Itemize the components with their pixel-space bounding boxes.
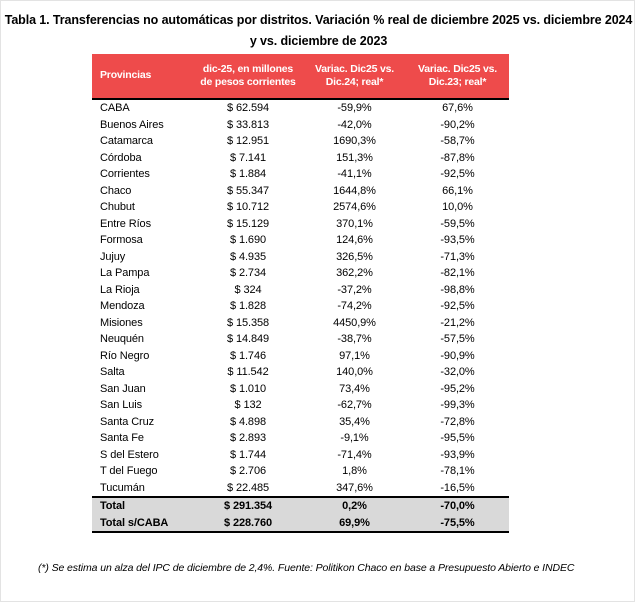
province-cell: S del Estero bbox=[100, 448, 159, 461]
table-header-row bbox=[92, 54, 509, 99]
total-row bbox=[92, 497, 509, 515]
province-cell: Buenos Aires bbox=[100, 118, 164, 131]
table-row bbox=[92, 430, 509, 447]
table-row bbox=[92, 150, 509, 167]
var-dic23-cell: -78,1% bbox=[440, 465, 475, 477]
amount-cell: $ 1.010 bbox=[229, 382, 266, 395]
amount-cell: $ 2.893 bbox=[229, 432, 266, 444]
amount-cell: $ 1.746 bbox=[229, 349, 266, 362]
province-cell: CABA bbox=[100, 102, 130, 114]
var-dic24-cell: -42,0% bbox=[337, 118, 372, 131]
province-cell: T del Fuego bbox=[100, 465, 158, 477]
amount-cell: $ 1.884 bbox=[229, 168, 266, 180]
province-cell: Entre Ríos bbox=[100, 217, 151, 230]
var-dic24-cell: 97,1% bbox=[339, 349, 370, 362]
var-dic24-cell: 1690,3% bbox=[333, 135, 376, 147]
var-dic23-cell: -95,5% bbox=[440, 432, 475, 444]
var-dic24-cell: -62,7% bbox=[337, 399, 372, 411]
var-dic24-cell: 362,2% bbox=[336, 267, 373, 279]
amount-cell: $ 324 bbox=[234, 283, 262, 296]
page-title bbox=[1, 10, 635, 52]
table-row bbox=[92, 364, 509, 381]
amount-cell: $ 2.706 bbox=[229, 465, 266, 477]
province-cell: Tucumán bbox=[100, 481, 145, 494]
var-dic24-cell: 73,4% bbox=[339, 382, 370, 395]
var-dic23-cell: -87,8% bbox=[440, 151, 475, 164]
amount-cell: $ 12.951 bbox=[226, 135, 270, 147]
column-header-var-dic24 bbox=[303, 54, 406, 99]
province-cell: Jujuy bbox=[100, 250, 126, 263]
amount-cell: $ 11.542 bbox=[227, 366, 269, 378]
var-dic24-cell: -41,1% bbox=[337, 168, 372, 180]
var-dic24-cell: 151,3% bbox=[336, 151, 373, 164]
amount-cell: $ 4.935 bbox=[229, 250, 266, 263]
amount-cell: $ 291.354 bbox=[193, 497, 303, 515]
table-row bbox=[92, 447, 509, 464]
var-dic23-cell: 67,6% bbox=[442, 102, 473, 114]
footnote: (*) Se estima un alza del IPC de diciembre de 2,4%. Fuente: Politikon Chaco en base a Presupuesto Abierto e INDEC bbox=[38, 562, 575, 574]
var-dic23-cell: -70,0% bbox=[406, 497, 509, 515]
var-dic23-cell: -90,9% bbox=[440, 349, 475, 362]
table-row bbox=[92, 348, 509, 365]
var-dic24-cell: 2574,6% bbox=[333, 201, 376, 213]
var-dic24-cell: -71,4% bbox=[337, 448, 372, 461]
var-dic23-cell: -93,5% bbox=[440, 234, 475, 246]
table-row bbox=[92, 183, 509, 200]
amount-cell: $ 15.358 bbox=[226, 316, 270, 329]
var-dic23-cell: -21,2% bbox=[440, 316, 475, 329]
var-dic24-cell: 370,1% bbox=[336, 217, 373, 230]
province-cell: San Juan bbox=[100, 382, 146, 395]
table-row bbox=[92, 216, 509, 233]
province-cell: Neuquén bbox=[100, 333, 144, 345]
amount-cell: $ 132 bbox=[234, 399, 262, 411]
table-row bbox=[92, 232, 509, 249]
var-dic23-cell: -98,8% bbox=[440, 283, 475, 296]
table-row bbox=[92, 282, 509, 299]
amount-cell: $ 33.813 bbox=[226, 118, 270, 131]
var-dic24-cell: 124,6% bbox=[336, 234, 373, 246]
var-dic24-cell: 326,5% bbox=[336, 250, 373, 263]
table-row bbox=[92, 166, 509, 183]
var-dic23-cell: -57,5% bbox=[440, 333, 475, 345]
province-cell: San Luis bbox=[100, 399, 143, 411]
var-dic24-cell: 69,9% bbox=[303, 515, 406, 533]
var-dic24-cell: -9,1% bbox=[340, 432, 369, 444]
table-row bbox=[92, 249, 509, 266]
table-row bbox=[92, 117, 509, 134]
var-dic24-cell: 35,4% bbox=[339, 415, 370, 428]
province-cell: Catamarca bbox=[100, 135, 153, 147]
amount-cell: $ 4.898 bbox=[229, 415, 266, 428]
amount-cell: $ 14.849 bbox=[226, 333, 270, 345]
province-cell: Corrientes bbox=[100, 168, 150, 180]
var-dic23-cell: -72,8% bbox=[440, 415, 475, 428]
province-cell: Santa Cruz bbox=[100, 415, 155, 428]
table-row bbox=[92, 381, 509, 398]
amount-cell: $ 10.712 bbox=[226, 201, 270, 213]
province-cell: Córdoba bbox=[100, 151, 142, 164]
title-line-2: y vs. diciembre de 2023 bbox=[249, 34, 388, 48]
column-header-dic25 bbox=[193, 54, 303, 99]
var-dic23-cell: -75,5% bbox=[406, 515, 509, 533]
table-row bbox=[92, 315, 509, 332]
title-line-1: Tabla 1. Transferencias no automáticas por distritos. Variación % real de diciembre 2025 vs. diciembre 2024 bbox=[4, 13, 633, 27]
table-row bbox=[92, 298, 509, 315]
var-dic24-cell: 1,8% bbox=[342, 465, 367, 477]
province-cell: Misiones bbox=[100, 316, 143, 329]
column-header-var-dic23 bbox=[406, 54, 509, 99]
province-cell: Santa Fe bbox=[100, 432, 144, 444]
var-dic24-cell: -74,2% bbox=[337, 300, 372, 312]
var-dic23-cell: 66,1% bbox=[442, 184, 473, 197]
amount-cell: $ 7.141 bbox=[229, 151, 266, 164]
var-dic24-cell: 0,2% bbox=[303, 497, 406, 515]
amount-cell: $ 2.734 bbox=[229, 267, 266, 279]
column-header-var-dic23-label: Variac. Dic25 vs. Dic.23; real* bbox=[418, 62, 497, 88]
province-cell: Total bbox=[92, 497, 193, 515]
amount-cell: $ 22.485 bbox=[226, 481, 270, 494]
var-dic24-cell: 4450,9% bbox=[333, 316, 376, 329]
var-dic24-cell: -38,7% bbox=[337, 333, 372, 345]
var-dic23-cell: -90,2% bbox=[440, 118, 475, 131]
var-dic23-cell: -99,3% bbox=[440, 399, 475, 411]
var-dic23-cell: -58,7% bbox=[440, 135, 475, 147]
amount-cell: $ 62.594 bbox=[226, 102, 270, 114]
table-row bbox=[92, 133, 509, 150]
amount-cell: $ 1.828 bbox=[229, 300, 266, 312]
var-dic23-cell: -16,5% bbox=[440, 481, 475, 494]
province-cell: Río Negro bbox=[100, 349, 150, 362]
var-dic23-cell: -59,5% bbox=[440, 217, 475, 230]
var-dic23-cell: 10,0% bbox=[442, 201, 473, 213]
table-row bbox=[92, 397, 509, 414]
amount-cell: $ 1.744 bbox=[229, 448, 266, 461]
province-cell: Salta bbox=[100, 366, 125, 378]
province-cell: Chubut bbox=[100, 201, 135, 213]
column-header-var-dic24-label: Variac. Dic25 vs. Dic.24; real* bbox=[315, 62, 394, 88]
province-cell: Chaco bbox=[100, 184, 132, 197]
var-dic23-cell: -93,9% bbox=[440, 448, 475, 461]
table-row bbox=[92, 331, 509, 348]
var-dic24-cell: 140,0% bbox=[336, 366, 373, 378]
var-dic23-cell: -95,2% bbox=[440, 382, 475, 395]
table-row bbox=[92, 414, 509, 431]
table-body bbox=[92, 99, 509, 532]
var-dic24-cell: -37,2% bbox=[337, 283, 372, 296]
province-cell: La Rioja bbox=[100, 283, 140, 296]
table-row bbox=[92, 199, 509, 216]
province-cell: La Pampa bbox=[100, 267, 150, 279]
var-dic24-cell: 347,6% bbox=[336, 481, 373, 494]
var-dic24-cell: 1644,8% bbox=[333, 184, 376, 197]
transfers-table bbox=[92, 54, 509, 533]
table-row bbox=[92, 480, 509, 498]
province-cell: Mendoza bbox=[100, 300, 145, 312]
var-dic23-cell: -71,3% bbox=[440, 250, 475, 263]
var-dic23-cell: -92,5% bbox=[440, 300, 475, 312]
var-dic23-cell: -32,0% bbox=[440, 366, 475, 378]
amount-cell: $ 55.347 bbox=[226, 184, 270, 197]
amount-cell: $ 1.690 bbox=[229, 234, 266, 246]
province-cell: Total s/CABA bbox=[92, 515, 193, 533]
amount-cell: $ 15.129 bbox=[226, 217, 270, 230]
var-dic23-cell: -82,1% bbox=[440, 267, 475, 279]
table-row bbox=[92, 265, 509, 282]
province-cell: Formosa bbox=[100, 234, 143, 246]
table-row bbox=[92, 463, 509, 480]
column-header-dic25-label: dic-25, en millones de pesos corrientes bbox=[200, 62, 296, 88]
table-row bbox=[92, 99, 509, 117]
amount-cell: $ 228.760 bbox=[193, 515, 303, 533]
var-dic24-cell: -59,9% bbox=[337, 102, 372, 114]
var-dic23-cell: -92,5% bbox=[440, 168, 475, 180]
column-header-provincias: Provincias bbox=[92, 54, 193, 99]
total-row bbox=[92, 515, 509, 533]
